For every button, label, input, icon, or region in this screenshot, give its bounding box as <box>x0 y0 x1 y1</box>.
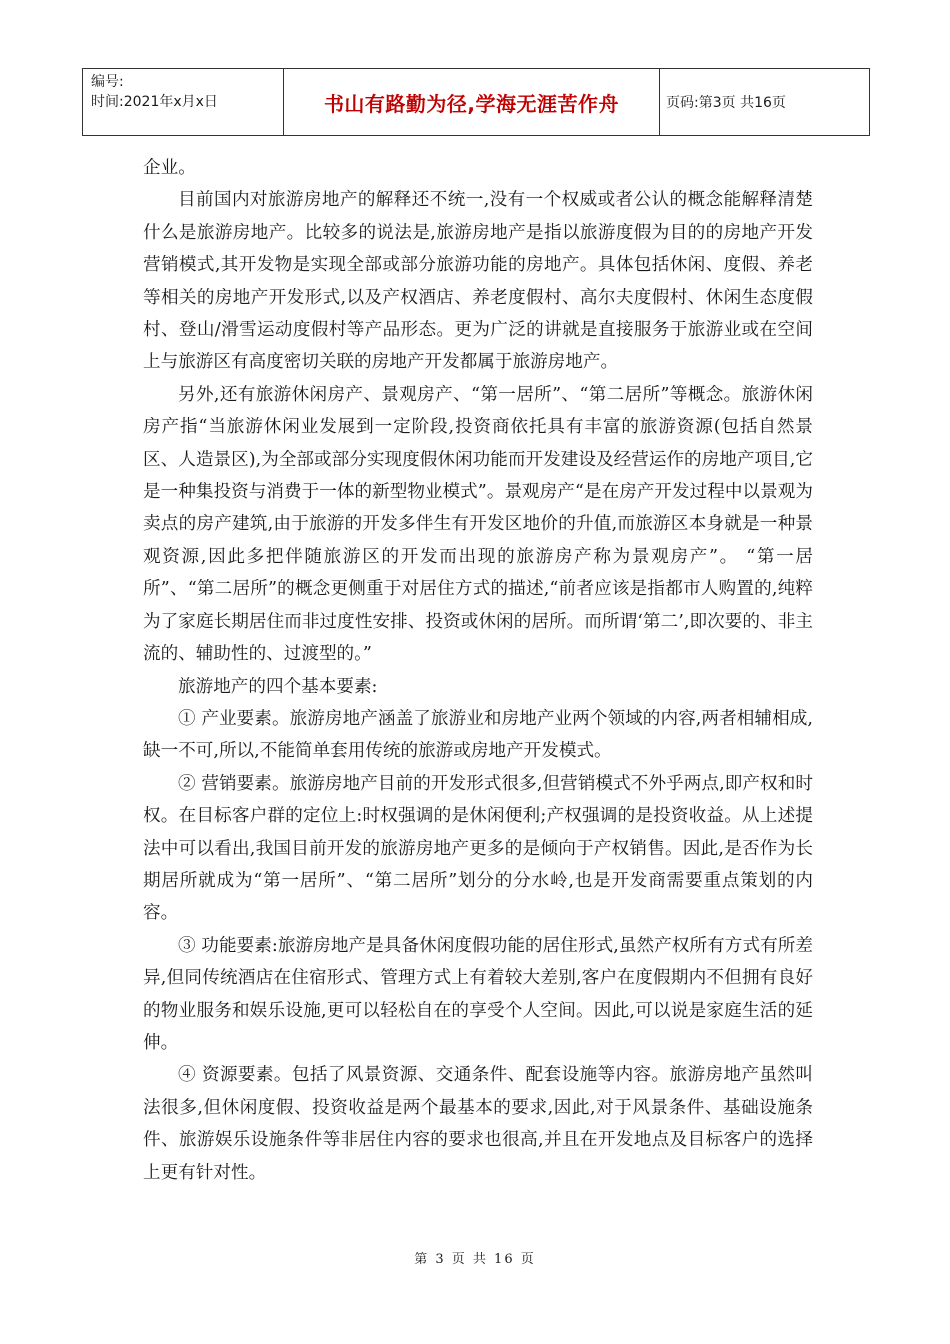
header-meta <box>83 69 284 135</box>
header-motto: 书山有路勤为径,学海无涯苦作舟 <box>284 69 660 135</box>
paragraph-definition: 目前国内对旅游房地产的解释还不统一,没有一个权威或者公认的概念能解释清楚什么是旅游房地产。比较多的说法是,旅游房地产是指以旅游度假为目的的房地产开发营销模式,其开发物是实现全部或部分旅游功能的房地产。具体包括休闲、度假、养老等相关的房地产开发形式,以及产权酒店、养老度假村、高尔夫度假村、休闲生态度假村、登山/滑雪运动度假村等产品形态。更为广泛的讲就是直接服务于旅游业或在空间上与旅游区有高度密切关联的房地产开发都属于旅游房地产。 <box>143 190 813 373</box>
page-footer: 第 3 页 共 16 页 <box>414 1252 536 1267</box>
document-body <box>143 152 813 1189</box>
header-page-info: 页码:第3页 共16页 <box>666 95 786 111</box>
paragraph-related-concepts: 另外,还有旅游休闲房产、景观房产、“第一居所”、“第二居所”等概念。旅游休闲房产指“当旅游休闲业发展到一定阶段,投资商依托具有丰富的旅游资源(包括自然景区、人造景区),为全部或部分实现度假休闲功能而开发建设及经营运作的房地产项目,它是一种集投资与消费于一体的新型物业模式”。景观房产“是在房产开发过程中以景观为卖点的房产建筑,由于旅游的开发多伴生有开发区地价的升值,而旅游区本身就是一种景观资源,因此多把伴随旅游区的开发而出现的旅游房产称为景观房产”。 “第一居所”、“第二居所”的概念更侧重于对居住方式的描述,“前者应该是指都市人购置的,纯粹为了家庭长期居住而非过度性安排、投资或休闲的居所。而所谓‘第二’,即次要的、非主流的、辅助性的、过渡型的。” <box>143 384 813 665</box>
number-label: 编号: <box>91 74 124 90</box>
paragraph-elements-heading: 旅游地产的四个基本要素: <box>178 676 378 697</box>
paragraph-industry-element: ① 产业要素。旅游房地产涵盖了旅游业和房地产业两个领域的内容,两者相辅相成,缺一不可,所以,不能简单套用传统的旅游或房地产开发模式。 <box>143 708 813 762</box>
paragraph-continuation: 企业。 <box>143 158 196 178</box>
time-label: 时间:2021年x月x日 <box>91 94 218 110</box>
paragraph-function-element: ③ 功能要素:旅游房地产是具备休闲度假功能的居住形式,虽然产权所有方式有所差异,但同传统酒店在住宿形式、管理方式上有着较大差别,客户在度假期内不但拥有良好的物业服务和娱乐设施,更可以轻松自在的享受个人空间。因此,可以说是家庭生活的延伸。 <box>143 935 813 1053</box>
paragraph-marketing-element: ② 营销要素。旅游房地产目前的开发形式很多,但营销模式不外乎两点,即产权和时权。在目标客户群的定位上:时权强调的是休闲便利;产权强调的是投资收益。从上述提法中可以看出,我国目前开发的旅游房地产更多的是倾向于产权销售。因此,是否作为长期居所就成为“第一居所”、“第二居所”划分的分水岭,也是开发商需要重点策划的内容。 <box>143 773 813 924</box>
page-header <box>82 68 870 136</box>
paragraph-resource-element: ④ 资源要素。包括了风景资源、交通条件、配套设施等内容。旅游房地产虽然叫法很多,但休闲度假、投资收益是两个最基本的要求,因此,对于风景条件、基础设施条件、旅游娱乐设施条件等非居住内容的要求也很高,并且在开发地点及目标客户的选择上更有针对性。 <box>143 1065 813 1183</box>
